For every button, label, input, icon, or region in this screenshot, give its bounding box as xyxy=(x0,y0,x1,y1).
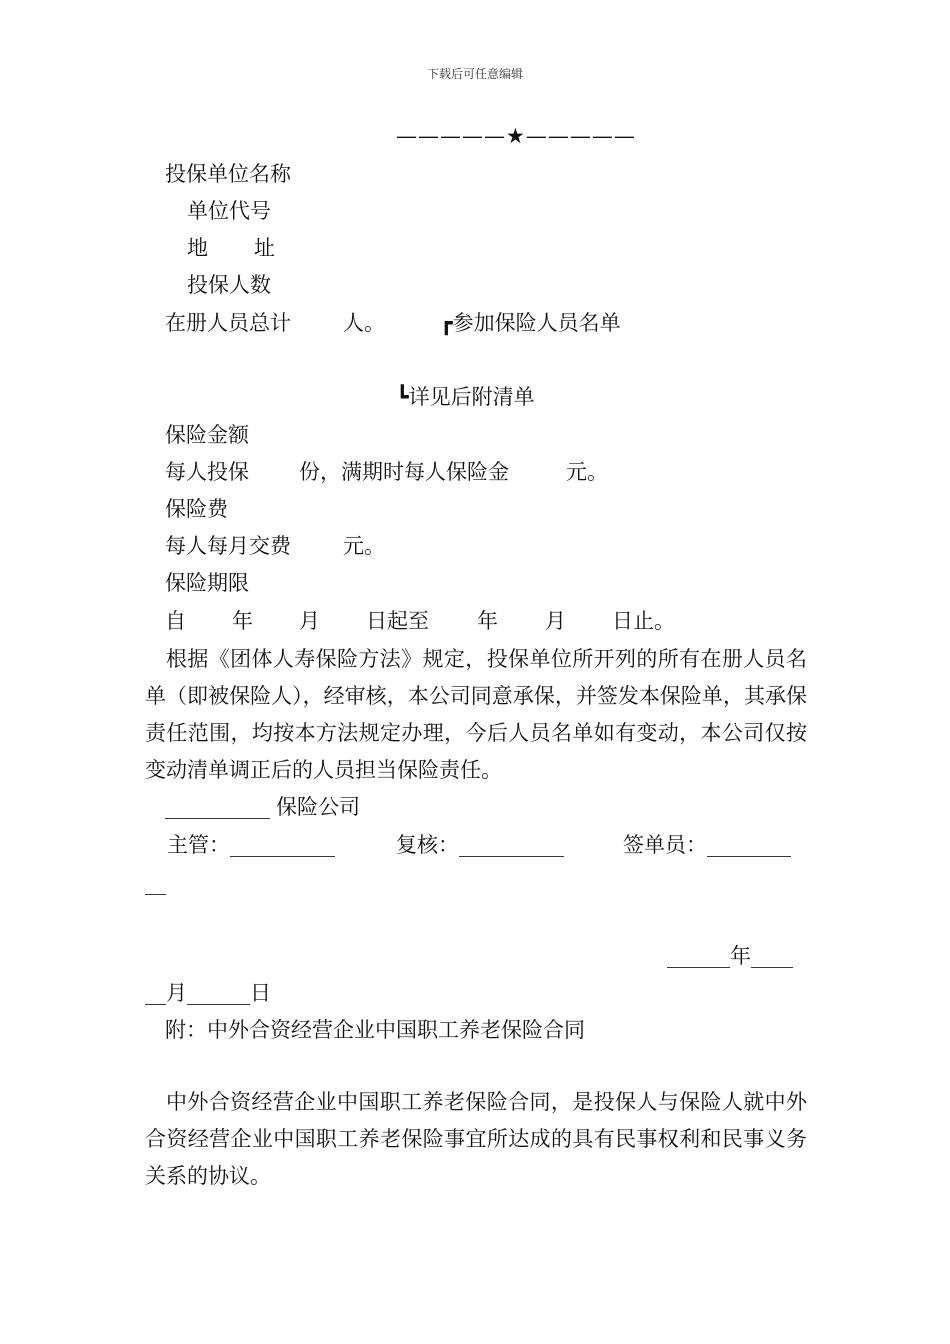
period-day-end: 日止。 xyxy=(612,609,675,633)
monthly-unit: 元。 xyxy=(343,534,385,558)
reviewer-line: 复核：__________ xyxy=(396,833,564,857)
monthly-label: 每人每月交费 xyxy=(165,534,291,558)
field-roster-unit: 人。 xyxy=(343,311,385,335)
sum-insured-title: 保险金额 xyxy=(165,423,249,447)
period-year-end: 年 xyxy=(477,609,498,633)
period-title: 保险期限 xyxy=(165,571,249,595)
main-paragraph: 根据《团体人寿保险方法》规定，投保单位所开列的所有在册人员名单（即被保险人），经审核，本公司同意承保，并签发本保险单，其承保责任范围，均按本方法规定办理，今后人员名单如有变动，本公司仅按变动清单调正后的人员担当保险责任。 xyxy=(145,647,807,782)
company-blank: __________ xyxy=(165,795,270,819)
attachment-title: 附：中外合资经营企业中国职工养老保险合同 xyxy=(165,1018,585,1042)
closing-paragraph: 中外合资经营企业中国职工养老保险合同，是投保人与保险人就中外合资经营企业中国职工养老保险事宜所达成的具有民事权利和民事义务关系的协议。 xyxy=(145,1090,807,1188)
field-see-attached: ┗详见后附清单 xyxy=(396,385,535,409)
per-person-label: 每人投保 xyxy=(165,460,249,484)
field-insured-count: 投保人数 xyxy=(187,273,271,297)
star-divider: —————★————— xyxy=(396,124,636,148)
company-label: 保险公司 xyxy=(276,795,360,819)
field-participants-list: ┏参加保险人员名单 xyxy=(440,311,621,335)
per-person-unit: 元。 xyxy=(566,460,608,484)
field-address-1: 地 xyxy=(187,236,208,260)
header-note: 下载后可任意编辑 xyxy=(426,67,523,81)
date-line-2: __月______日 xyxy=(145,981,271,1005)
field-unit-code: 单位代号 xyxy=(187,199,271,223)
period-month-end: 月 xyxy=(545,609,566,633)
per-person-text: 份，满期时每人保险金 xyxy=(299,460,509,484)
date-line-1: ______年____ xyxy=(667,944,793,968)
issuer-line-wrap: __ xyxy=(145,871,166,895)
field-unit-name: 投保单位名称 xyxy=(165,162,291,186)
premium-title: 保险费 xyxy=(165,497,228,521)
supervisor-line: 主管：__________ xyxy=(167,833,335,857)
period-month-start: 月 xyxy=(299,609,320,633)
period-from: 自 xyxy=(165,609,186,633)
period-day-start: 日起至 xyxy=(366,609,429,633)
issuer-line: 签单员：________ xyxy=(623,833,791,857)
period-year-start: 年 xyxy=(232,609,253,633)
field-roster-total: 在册人员总计 xyxy=(165,311,291,335)
field-address-2: 址 xyxy=(254,236,275,260)
